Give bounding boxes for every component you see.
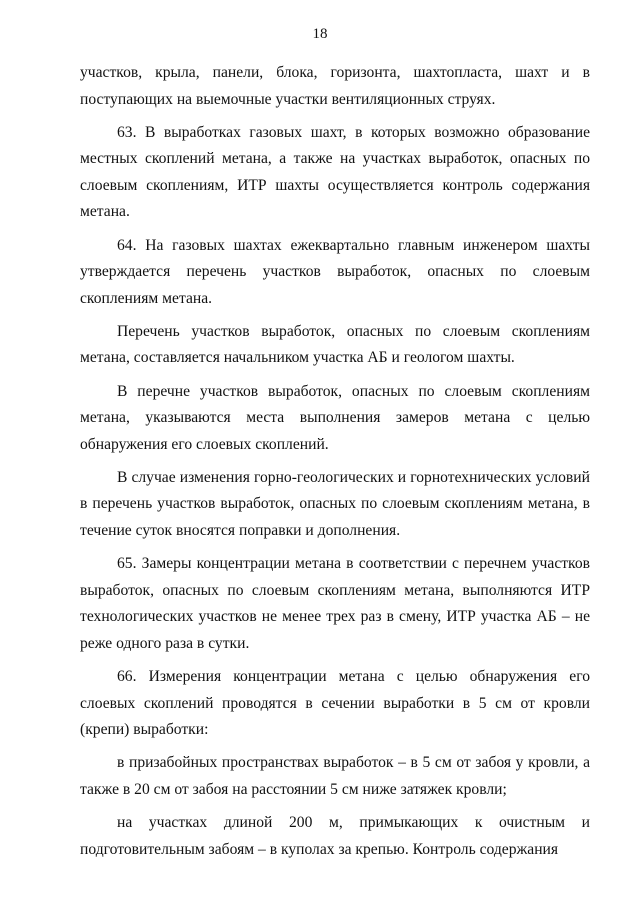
paragraph-66-item-faces: в призабойных пространствах выработок – в 5 см от забоя у кровли, а также в 20 см от забоя на расстоянии 5 см ниже затяжек кровли; [80,754,590,798]
paragraph-63: 63. В выработках газовых шахт, в которых возможно образование местных скоплений метана, а также на участках выработок, опасных по слоевым скоплениям, ИТР шахты осуществляется контроль содержания метана. [80,123,590,221]
paragraph-64-list-contents: В перечне участков выработок, опасных по слоевым скоплениям метана, указываются места выполнения замеров метана с целью обнаружения его слоевых скоплений. [80,382,590,453]
paragraph-64-list-composition: Перечень участков выработок, опасных по слоевым скоплениям метана, составляется начальником участка АБ и геологом шахты. [80,322,590,367]
document-body [80,60,590,870]
paragraph-65: 65. Замеры концентрации метана в соответствии с перечнем участков выработок, опасных по слоевым скоплениям метана, выполняются ИТР технологических участков не менее трех раз в смену, ИТР участка АБ – не реже одного раза в сутки. [80,555,590,652]
page-number: 18 [312,26,328,42]
paragraph-64: 64. На газовых шахтах ежеквартально главным инженером шахты утверждается перечень участков выработок, опасных по слоевым скоплениям метана. [80,236,590,307]
paragraph-66: 66. Измерения концентрации метана с целью обнаружения его слоевых скоплений проводятся в сечении выработки в 5 см от кровли (крепи) выработки: [80,667,590,739]
paragraph-64-list-amendments: В случае изменения горно-геологических и горнотехнических условий в перечень участков выработок, опасных по слоевым скоплениям метана, в течение суток вносятся поправки и дополнения. [80,468,590,539]
paragraph-continuation: участков, крыла, панели, блока, горизонта, шахтопласта, шахт и в поступающих на выемочные участки вентиляционных струях. [80,64,590,108]
paragraph-66-item-sections: на участках длиной 200 м, примыкающих к очистным и подготовительным забоям – в куполах за крепью. Контроль содержания [80,813,590,858]
